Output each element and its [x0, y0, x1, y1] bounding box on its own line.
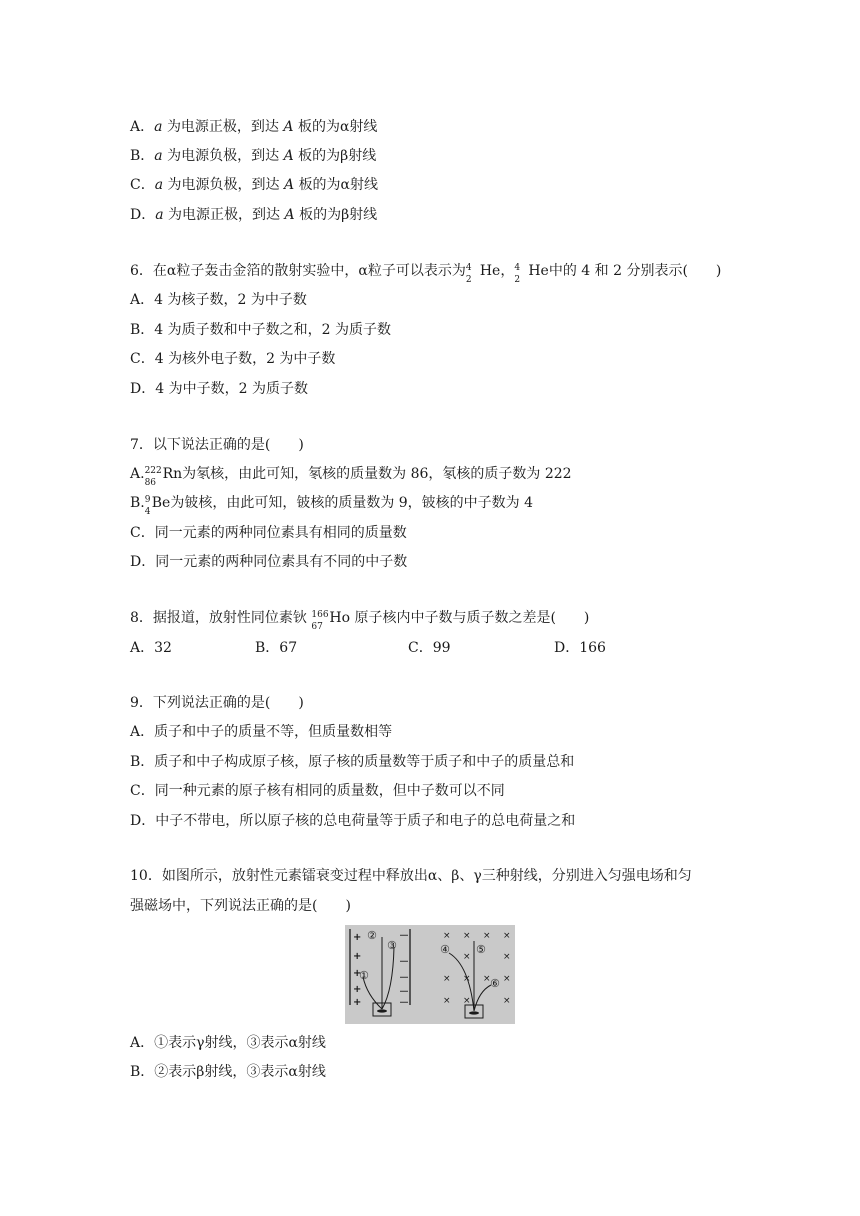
q6-option-d: D．4 为中子数，2 为质子数	[130, 381, 308, 397]
label-5: ⑤	[476, 943, 486, 956]
q8-option-c: C．99	[408, 640, 451, 656]
field-cross: ×	[503, 952, 511, 962]
q10-option-a: A．①表示γ射线，③表示α射线	[130, 1035, 326, 1051]
q10-stem-line2: 强磁场中，下列说法正确的是( )	[130, 898, 351, 914]
q9-option-b: B．质子和中子构成原子核，原子核的质量数等于质子和中子的质量总和	[130, 754, 575, 770]
q6-option-b: B．4 为质子数和中子数之和，2 为质子数	[130, 322, 392, 338]
label-4: ④	[440, 943, 450, 956]
q6-option-c: C．4 为核外电子数，2 为中子数	[130, 351, 336, 367]
q5-option-a: A．a 为电源正极，到达 A 板的为α射线	[130, 119, 378, 135]
isotope-notation: 222 86	[144, 466, 162, 488]
q7-option-b: B. 9 4 Be为铍核，由此可知，铍核的质量数为 9，铍核的中子数为 4	[130, 495, 534, 517]
q8-option-b: B．67	[255, 640, 298, 656]
plus-sign: +	[353, 968, 362, 979]
q6-stem: 6．在α粒子轰击金箔的散射实验中，α粒子可以表示为 4 2 He， 4 2 He中的 4 和 2 分别表示( )	[130, 263, 722, 285]
q5-option-c: C．a 为电源负极，到达 A 板的为α射线	[130, 177, 379, 193]
field-cross: ×	[463, 931, 471, 941]
label-3: ③	[387, 939, 397, 952]
field-cross: ×	[503, 996, 511, 1006]
q9-option-c: C．同一种元素的原子核有相同的质量数，但中子数可以不同	[130, 783, 505, 799]
q7-option-d: D．同一元素的两种同位素具有不同的中子数	[130, 554, 408, 570]
minus-sign: －	[399, 957, 409, 968]
q8-option-d: D．166	[554, 640, 606, 656]
isotope-notation: 4 2	[465, 263, 472, 285]
q7-option-a: A. 222 86 Rn为氡核，由此可知，氡核的质量数为 86，氡核的质子数为 222	[130, 466, 572, 488]
minus-sign: －	[399, 931, 409, 942]
minus-sign: －	[399, 973, 409, 984]
q10-option-b: B．②表示β射线，③表示α射线	[130, 1064, 326, 1080]
field-cross: ×	[503, 974, 511, 984]
field-cross: ×	[443, 931, 451, 941]
plus-sign: +	[353, 932, 362, 943]
field-cross: ×	[463, 974, 471, 984]
field-cross: ×	[463, 996, 471, 1006]
label-6: ⑥	[490, 977, 500, 990]
isotope-notation: 9 4	[144, 495, 151, 517]
plus-sign: +	[353, 984, 362, 995]
field-cross: ×	[443, 996, 451, 1006]
q9-stem: 9．下列说法正确的是( )	[130, 695, 304, 711]
field-cross: ×	[463, 952, 471, 962]
field-cross: ×	[503, 931, 511, 941]
q5-option-d: D．a 为电源正极，到达 A 板的为β射线	[130, 207, 378, 223]
minus-sign: －	[399, 998, 409, 1009]
plus-sign: +	[353, 997, 362, 1008]
field-cross: ×	[443, 974, 451, 984]
field-cross: ×	[483, 974, 491, 984]
minus-sign: －	[399, 987, 409, 998]
label-2: ②	[367, 929, 377, 942]
isotope-notation: 4 2	[514, 263, 521, 285]
q10-stem-line1: 10．如图所示，放射性元素镭衰变过程中释放出α、β、γ三种射线，分别进入匀强电场和匀	[130, 868, 692, 884]
isotope-notation: 166 67	[311, 610, 329, 632]
q6-option-a: A．4 为核子数，2 为中子数	[130, 292, 307, 308]
q9-option-a: A．质子和中子的质量不等，但质量数相等	[130, 724, 393, 740]
q5-option-b: B．a 为电源负极，到达 A 板的为β射线	[130, 148, 377, 164]
label-1: ①	[359, 969, 369, 982]
plus-sign: +	[353, 951, 362, 962]
q7-option-c: C．同一元素的两种同位素具有相同的质量数	[130, 525, 407, 541]
q8-stem: 8．据报道，放射性同位素钬 166 67 Ho 原子核内中子数与质子数之差是( )	[130, 610, 590, 632]
field-cross: ×	[483, 931, 491, 941]
q7-stem: 7．以下说法正确的是( )	[130, 437, 304, 453]
radiation-field-figure	[345, 925, 515, 1024]
q8-option-a: A．32	[130, 640, 172, 656]
q9-option-d: D．中子不带电，所以原子核的总电荷量等于质子和电子的总电荷量之和	[130, 813, 576, 829]
